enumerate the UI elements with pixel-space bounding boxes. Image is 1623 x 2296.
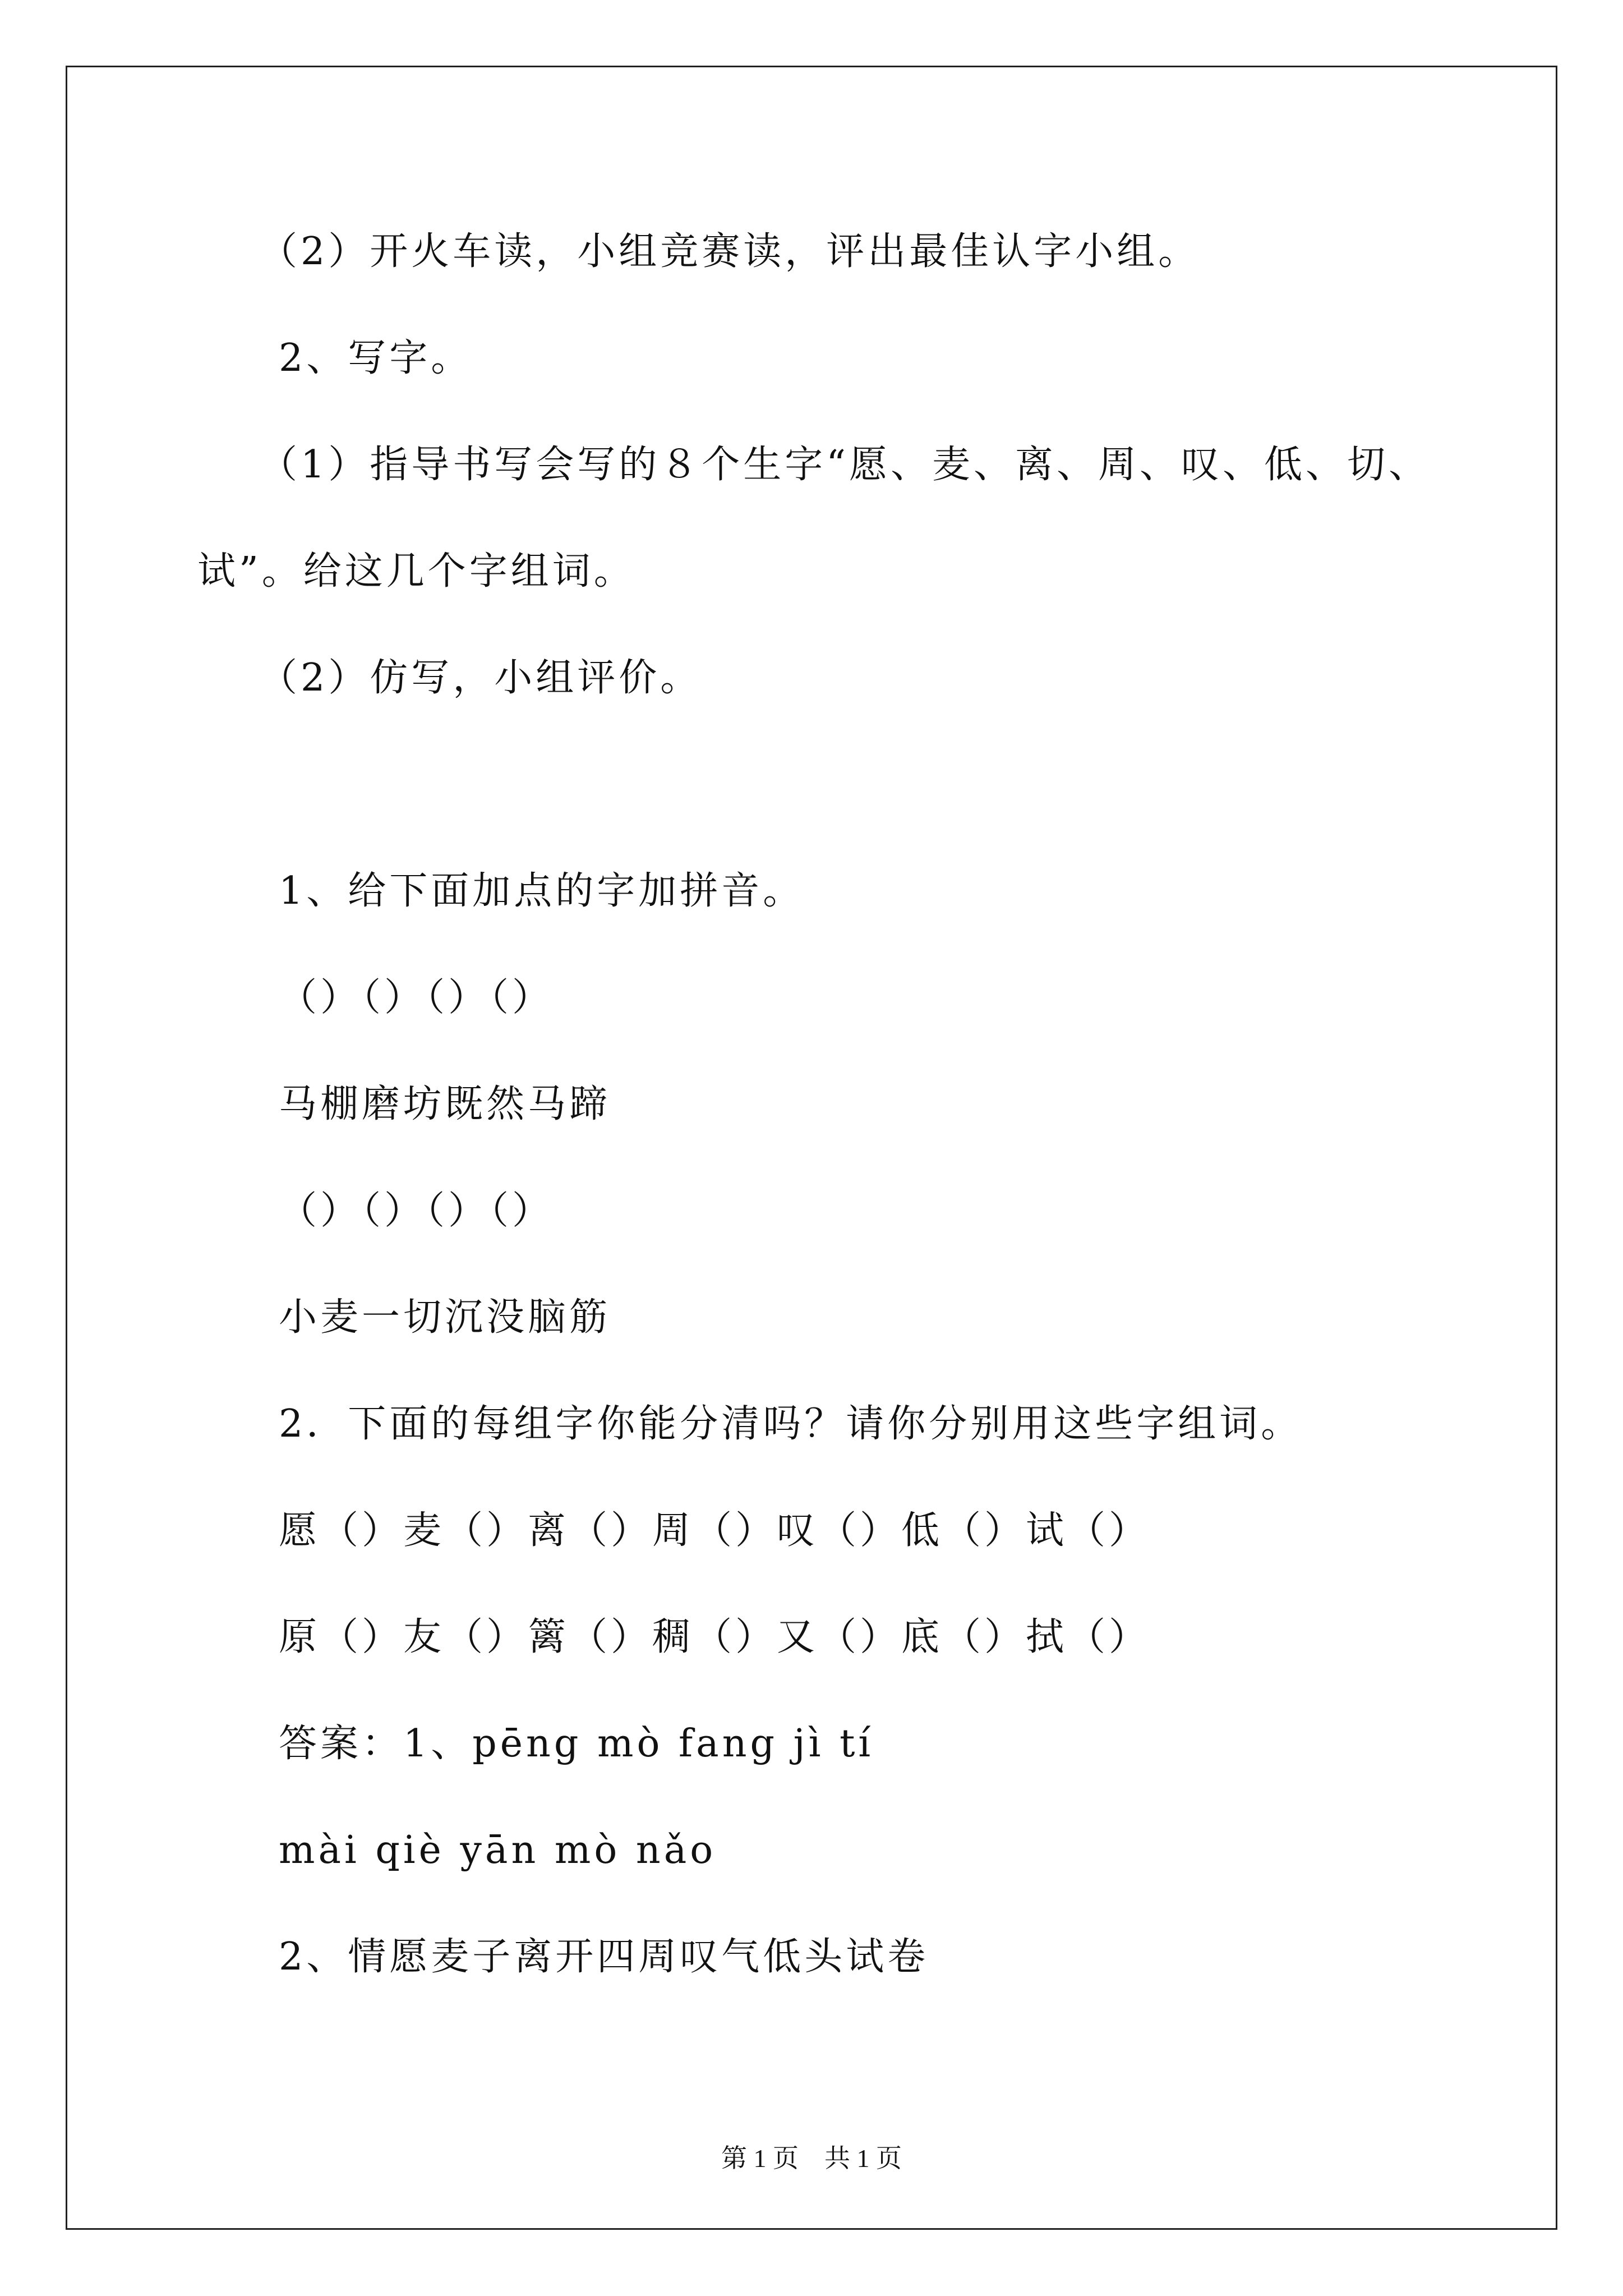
text-line-2: 2、写字。 [279,336,473,380]
blanks-row-1: （）（）（）（） [279,976,554,1020]
blanks-row-2: （）（）（）（） [279,1189,554,1233]
exercise-title-1: 1、给下面加点的字加拼音。 [279,869,805,913]
text-line-1: （2）开火车读，小组竞赛读，评出最佳认字小组。 [259,229,1200,274]
compare-row-2: 原（）友（）篱（）稠（）又（）底（）拭（） [279,1615,1151,1659]
word-row-1: 马棚磨坊既然马蹄 [279,1082,611,1126]
answer-line-1: 答案：1、pēng mò fang jì tí [279,1722,874,1766]
answer-line-2: mài qiè yān mò nǎo [279,1828,717,1872]
answer-line-3: 2、情愿麦子离开四周叹气低头试卷 [279,1935,929,1979]
text-line-5: （2）仿写，小组评价。 [259,656,702,700]
text-line-4: 试”。给这几个字组词。 [197,549,635,593]
page-footer: 第 1 页 共 1 页 [721,2144,902,2173]
page-border [66,66,1557,2230]
compare-row-1: 愿（）麦（）离（）周（）叹（）低（）试（） [279,1508,1151,1553]
text-line-3: （1）指导书写会写的８个生字“愿、麦、离、周、叹、低、切、 [259,443,1431,487]
exercise-title-2: 2．下面的每组字你能分清吗？请你分别用这些字组词。 [279,1402,1303,1446]
word-row-2: 小麦一切沉没脑筋 [279,1295,611,1340]
